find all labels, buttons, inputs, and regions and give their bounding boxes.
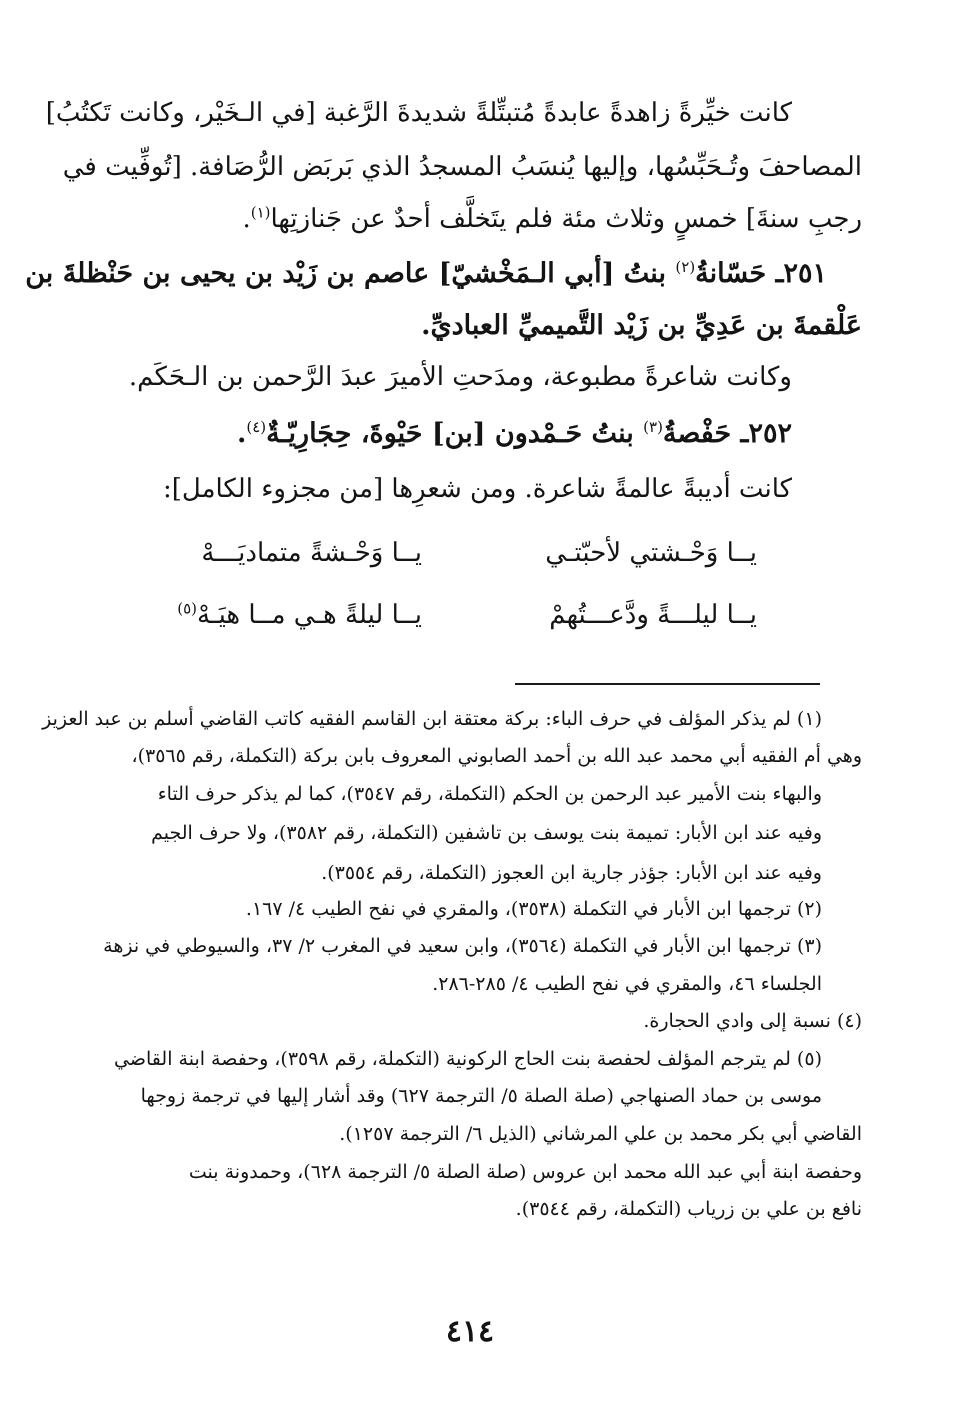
entry-251-name: ٢٥١ـ حَسّانةُ [695,258,827,289]
entry-252-heading: ٢٥٢ـ حَفْصةُ$^{(٣)}$ بنتُ حَـمْدون [بن] حَيْوةَ، حِجَارِيّـةٌ$^{(٤)}$. [236,418,792,449]
footnote-line: موسى بن حماد الصنهاجي (صلة الصلة ٥/ الترجمة ٦٢٧) وقد أشار إليها في ترجمة زوجها [140,1085,822,1107]
footnote-line: وحفصة ابنة أبي عبد الله محمد ابن عروس (صلة الصلة ٥/ الترجمة ٦٢٨)، وحمدونة بنت [188,1161,862,1183]
page-number: ٤١٤ [445,1314,495,1349]
footnote-ref-5: (٥) [177,599,198,618]
entry-252-name: ٢٥٢ـ حَفْصةُ [662,418,792,449]
footnote-line: القاضي أبي بكر محمد بن علي المرشاني (الذيل ٦/ الترجمة ١٢٥٧). [339,1123,862,1145]
footnote-line: وفيه عند ابن الأبار: جؤذر جارية ابن العجوز (التكملة، رقم ٣٥٥٤). [321,862,822,884]
entry-251-lineage-cont: عَلْقمةَ بن عَدِيِّ بن زَيْد التَّميميِّ العباديِّ. [421,310,862,341]
body-line-3-text: رجبِ سنةَ] خمسٍ وثلاث مئة فلم يتَخلَّف أحدٌ عن جَنازتِها [270,204,862,234]
footnote-ref-3: (٣) [643,418,663,436]
footnote-line: (٤) نسبة إلى وادي الحجارة. [643,1010,862,1032]
entry-251-lineage: بنتُ [أبي الـمَخْشيّ] عاصم بن زَيْد بن يحيى بن حَنْظلةَ بن [25,258,666,289]
footnote-line: وفيه عند ابن الأبار: تميمة بنت يوسف بن تاشفين (التكملة، رقم ٣٥٨٢)، ولا حرف الجيم [151,822,822,844]
body-line-2: المصاحفَ وتُـحَبِّسُها، وإليها يُنسَبُ المسجدُ الذي بَربَض الرُّصَافة. [تُوفِّيت في [62,152,862,182]
footnote-line: (١) لم يذكر المؤلف في حرف الباء: بركة معتقة ابن القاسم الفقيه كاتب القاضي أسلم بن عبد العزيز [42,708,822,730]
entry-251-text: وكانت شاعرةً مطبوعة، ومدَحتِ الأميرَ عبدَ الرَّحمن بن الـحَكَم. [128,362,792,392]
footnote-line: وهي أم الفقيه أبي محمد عبد الله بن أحمد الصابوني المعروف بابن بركة (التكملة، رقم ٣٥٦٥)، [131,745,862,767]
poem-verse-2-first: يــا ليلـــةً ودَّعـــتُهمْ [549,600,757,630]
poem-verse-2-second [177,600,422,630]
footnote-line: الجلساء ٤٦، والمقري في نفح الطيب ٤/ ٢٨٥-٢٨٦. [432,973,822,995]
entry-252-text: كانت أديبةً عالمةً شاعرة. ومن شعرِها [من مجزوء الكامل]: [162,474,792,504]
footnote-ref-2: (٢) [675,258,696,276]
footnote-line: والبهاء بنت الأمير عبد الرحمن بن الحكم (التكملة، رقم ٣٥٤٧)، كما لم يذكر حرف التاء [157,783,822,805]
footnote-ref-4: (٤) [246,418,267,436]
footnote-ref-1: (١) [250,203,271,222]
body-line-1: كانت خيِّرةً زاهدةً عابدةً مُتبتِّلةً شديدةَ الرَّغبة [في الـخَيْر، وكانت تَكتُبُ] [45,98,792,128]
footnote-line: (٢) ترجمها ابن الأبار في التكملة (٣٥٣٨)، والمقري في نفح الطيب ٤/ ١٦٧. [245,898,822,920]
footnote-line: (٣) ترجمها ابن الأبار في التكملة (٣٥٦٤)، وابن سعيد في المغرب ٢/ ٣٧، والسيوطي في نزهة [103,935,822,957]
footnote-divider [515,683,820,685]
body-line-3: رجبِ سنةَ] خمسٍ وثلاث مئة فلم يتَخلَّف أحدٌ عن جَنازتِها$^{(١)}$. [242,203,862,234]
footnote-line: (٥) لم يترجم المؤلف لحفصة بنت الحاج الركونية (التكملة، رقم ٣٥٩٨)، وحفصة ابنة القاضي [114,1048,822,1070]
entry-252-lineage: بنتُ حَـمْدون [بن] حَيْوةَ، حِجَارِيّـةٌ [266,418,634,449]
footnote-line: نافع بن علي بن زرياب (التكملة، رقم ٣٥٤٤). [515,1198,862,1220]
poem-verse-1-first: يــا وَحْـشتي لأحبّتـي [545,538,757,568]
poem-verse-2-second-text: يــا ليلةً هـي مــا هيَـهْ [197,600,422,630]
entry-251-heading [25,258,827,289]
poem-verse-1-second: يــا وَحْـشةً متماديَـــهْ [201,538,422,568]
